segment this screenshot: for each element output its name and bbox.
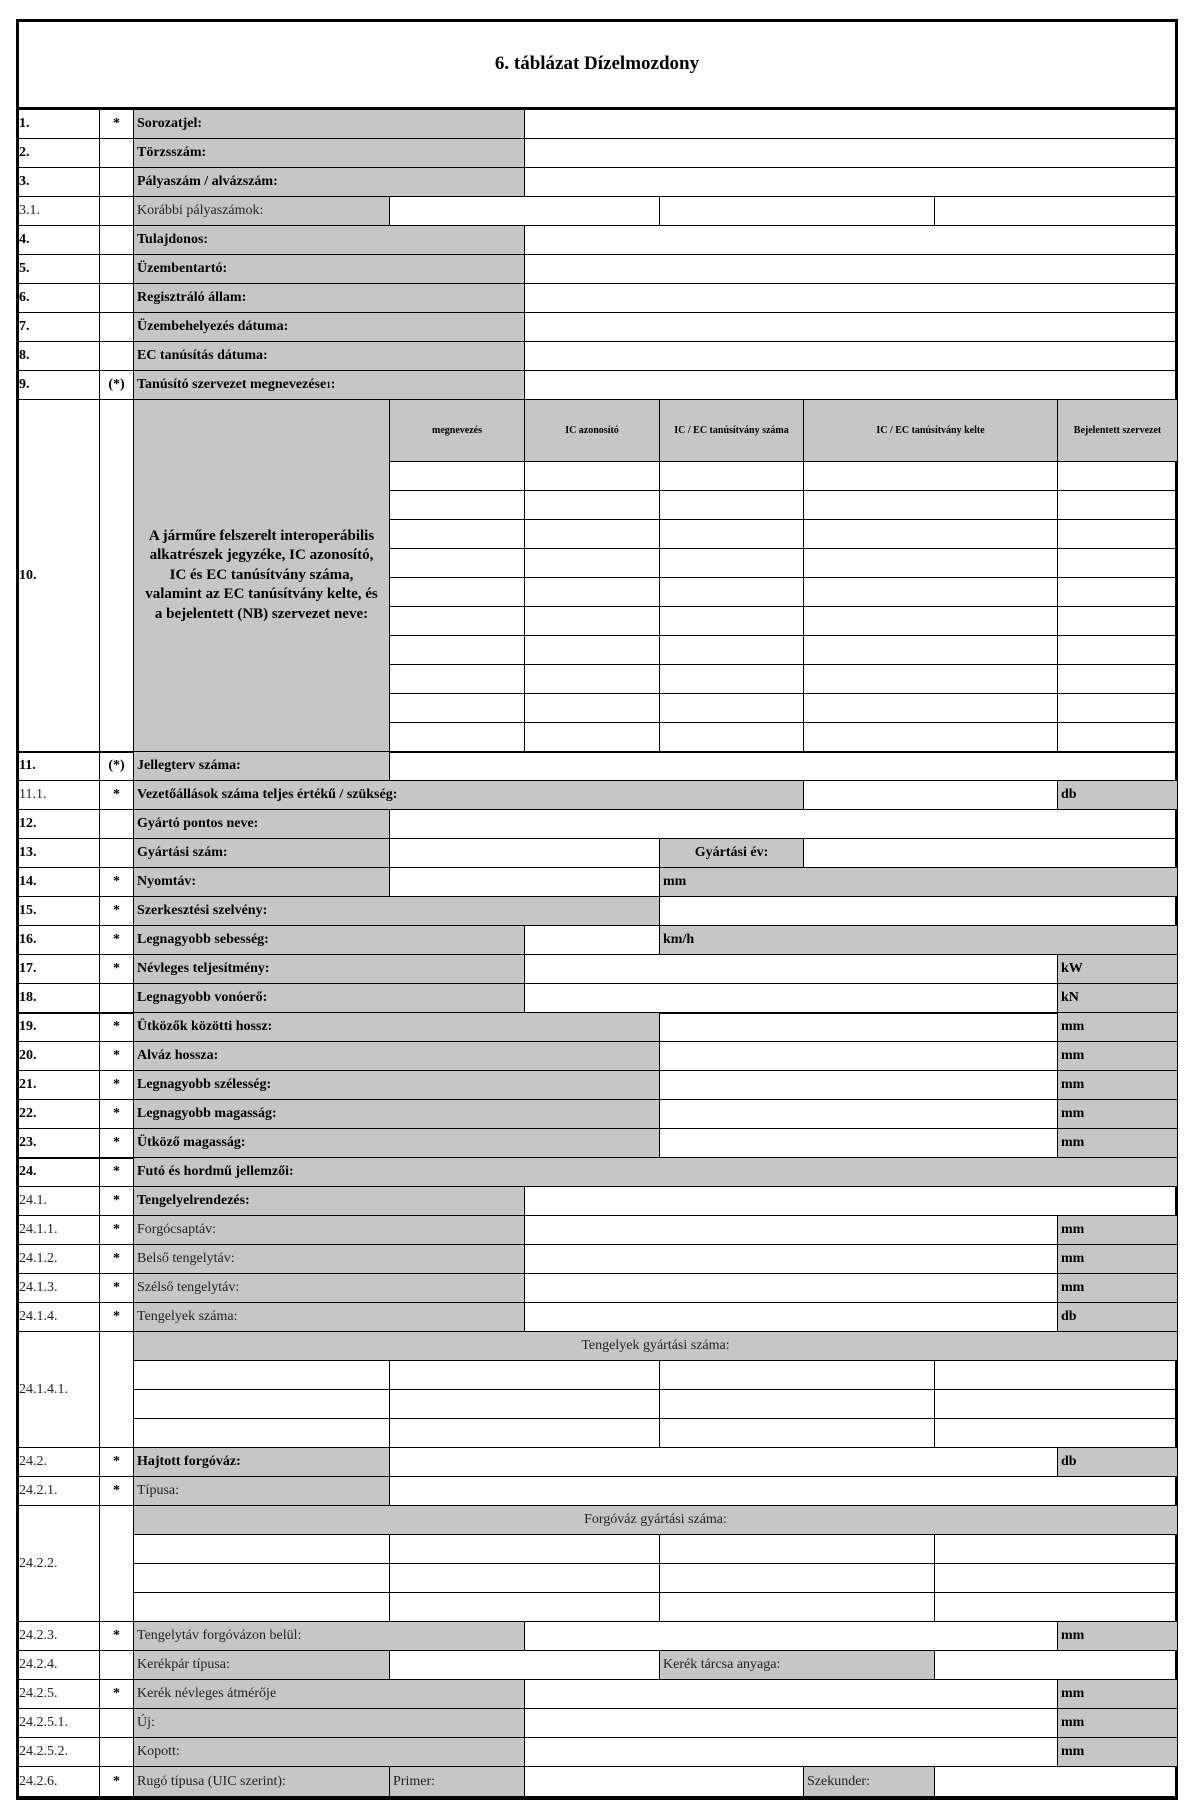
required-mark: * xyxy=(100,1622,134,1651)
row-number: 1. xyxy=(16,110,100,139)
input-field[interactable] xyxy=(390,197,660,226)
row-number: 15. xyxy=(16,897,100,926)
field-label: Rugó típusa (UIC szerint): xyxy=(134,1767,390,1797)
row-number: 24.1.1. xyxy=(16,1216,100,1245)
field-label: Üzembentartó: xyxy=(134,255,525,284)
required-mark xyxy=(100,313,134,342)
field-label: Gyártási szám: xyxy=(134,839,390,868)
axle-serial-input[interactable] xyxy=(660,1390,935,1419)
row-number: 24.2.5. xyxy=(16,1680,100,1709)
component-input[interactable] xyxy=(525,636,660,665)
field-label: Forgóváz gyártási száma: xyxy=(134,1506,1178,1535)
required-mark: * xyxy=(100,1042,134,1071)
unit-label: mm xyxy=(1058,1274,1178,1303)
input-field[interactable] xyxy=(660,1013,1058,1042)
unit-label: mm xyxy=(1058,1680,1178,1709)
field-label: Törzsszám: xyxy=(134,139,525,168)
input-field[interactable] xyxy=(525,984,1058,1013)
input-field[interactable] xyxy=(525,1680,1058,1709)
axle-serial-input[interactable] xyxy=(660,1419,935,1448)
field-label: Futó és hordmű jellemzői: xyxy=(134,1158,1178,1187)
input-field[interactable] xyxy=(525,926,660,955)
field-label: EC tanúsítás dátuma: xyxy=(134,342,525,371)
input-field[interactable] xyxy=(390,1448,1058,1477)
unit-label: mm xyxy=(1058,1042,1178,1071)
row-number: 5. xyxy=(16,255,100,284)
unit-label: mm xyxy=(1058,1100,1178,1129)
field-label: Szélső tengelytáv: xyxy=(134,1274,525,1303)
row-number: 24.2. xyxy=(16,1448,100,1477)
required-mark xyxy=(100,139,134,168)
component-input[interactable] xyxy=(390,665,525,694)
input-field[interactable] xyxy=(935,1651,1178,1680)
component-input[interactable] xyxy=(390,491,525,520)
bogie-serial-input[interactable] xyxy=(660,1535,935,1564)
input-field[interactable] xyxy=(525,1187,1178,1216)
input-field[interactable] xyxy=(390,810,1178,839)
unit-label: mm xyxy=(1058,1013,1178,1042)
input-field[interactable] xyxy=(525,313,1178,342)
field-label: Belső tengelytáv: xyxy=(134,1245,525,1274)
required-mark: * xyxy=(100,1477,134,1506)
required-mark xyxy=(100,1332,134,1448)
input-field[interactable] xyxy=(390,1477,1178,1506)
row-number: 16. xyxy=(16,926,100,955)
input-field[interactable] xyxy=(525,110,1178,139)
row-number: 9. xyxy=(16,371,100,400)
row-number: 6. xyxy=(16,284,100,313)
bogie-serial-input[interactable] xyxy=(660,1564,935,1593)
row-number: 17. xyxy=(16,955,100,984)
field-label: Gyártási év: xyxy=(660,839,804,868)
column-header: IC / EC tanúsítvány kelte xyxy=(804,400,1058,462)
input-field[interactable] xyxy=(804,781,1058,810)
component-input[interactable] xyxy=(390,607,525,636)
bogie-serial-input[interactable] xyxy=(134,1593,390,1622)
field-label: Primer: xyxy=(390,1767,525,1797)
component-input[interactable] xyxy=(804,723,1058,752)
unit-label: mm xyxy=(1058,1738,1178,1767)
field-label: Regisztráló állam: xyxy=(134,284,525,313)
row-number: 2. xyxy=(16,139,100,168)
unit-label: db xyxy=(1058,1303,1178,1332)
required-mark: * xyxy=(100,1680,134,1709)
field-label: Alváz hossza: xyxy=(134,1042,660,1071)
required-mark xyxy=(100,226,134,255)
unit-label: mm xyxy=(660,868,1178,897)
component-input[interactable] xyxy=(525,549,660,578)
required-mark: * xyxy=(100,955,134,984)
component-input[interactable] xyxy=(525,462,660,491)
required-mark: * xyxy=(100,1245,134,1274)
bogie-serial-input[interactable] xyxy=(134,1535,390,1564)
component-input[interactable] xyxy=(660,607,804,636)
required-mark: * xyxy=(100,897,134,926)
input-field[interactable] xyxy=(390,1651,660,1680)
required-mark xyxy=(100,1738,134,1767)
unit-label: mm xyxy=(1058,1216,1178,1245)
input-field[interactable] xyxy=(525,371,1178,400)
field-label: Tengelyek gyártási száma: xyxy=(134,1332,1178,1361)
axle-serial-input[interactable] xyxy=(660,1361,935,1390)
component-input[interactable] xyxy=(804,607,1058,636)
component-input[interactable] xyxy=(1058,607,1178,636)
component-input[interactable] xyxy=(804,578,1058,607)
row-number: 24.2.4. xyxy=(16,1651,100,1680)
component-input[interactable] xyxy=(804,520,1058,549)
component-input[interactable] xyxy=(525,665,660,694)
required-mark: * xyxy=(100,1274,134,1303)
required-mark: * xyxy=(100,1448,134,1477)
required-mark: * xyxy=(100,1303,134,1332)
bogie-serial-input[interactable] xyxy=(390,1564,660,1593)
component-input[interactable] xyxy=(660,578,804,607)
unit-label: mm xyxy=(1058,1071,1178,1100)
input-field[interactable] xyxy=(525,1216,1058,1245)
field-label xyxy=(134,371,525,400)
input-field[interactable] xyxy=(525,168,1178,197)
field-label: Szekunder: xyxy=(804,1767,935,1797)
field-label: Ütköző magasság: xyxy=(134,1129,660,1158)
input-field[interactable] xyxy=(525,342,1178,371)
component-input[interactable] xyxy=(660,462,804,491)
field-label: Legnagyobb magasság: xyxy=(134,1100,660,1129)
component-input[interactable] xyxy=(1058,665,1178,694)
component-input[interactable] xyxy=(525,723,660,752)
input-field[interactable] xyxy=(660,1071,1058,1100)
required-mark: * xyxy=(100,781,134,810)
field-label: Korábbi pályaszámok: xyxy=(134,197,390,226)
required-mark xyxy=(100,1506,134,1622)
row-number: 24.1.2. xyxy=(16,1245,100,1274)
component-input[interactable] xyxy=(390,578,525,607)
component-input[interactable] xyxy=(660,549,804,578)
unit-label: mm xyxy=(1058,1129,1178,1158)
field-label: Legnagyobb vonóerő: xyxy=(134,984,525,1013)
input-field[interactable] xyxy=(525,226,1178,255)
row-number: 8. xyxy=(16,342,100,371)
input-field[interactable] xyxy=(525,1738,1058,1767)
column-header: megnevezés xyxy=(390,400,525,462)
axle-serial-input[interactable] xyxy=(935,1361,1178,1390)
field-label: Ütközők közötti hossz: xyxy=(134,1013,660,1042)
field-label: Vezetőállások száma teljes értékű / szükség: xyxy=(134,781,804,810)
row-number: 24.1.4.1. xyxy=(16,1332,100,1448)
row-number: 14. xyxy=(16,868,100,897)
footnote-mark: 1 xyxy=(326,380,331,390)
row-number: 13. xyxy=(16,839,100,868)
input-field[interactable] xyxy=(935,197,1178,226)
component-input[interactable] xyxy=(660,491,804,520)
input-field[interactable] xyxy=(804,839,1178,868)
field-label: Üzembehelyezés dátuma: xyxy=(134,313,525,342)
component-input[interactable] xyxy=(1058,723,1178,752)
input-field[interactable] xyxy=(660,1042,1058,1071)
component-input[interactable] xyxy=(390,636,525,665)
required-mark xyxy=(100,984,134,1013)
input-field[interactable] xyxy=(525,1274,1058,1303)
component-input[interactable] xyxy=(525,578,660,607)
component-input[interactable] xyxy=(1058,462,1178,491)
input-field[interactable] xyxy=(525,1303,1058,1332)
field-label: Kopott: xyxy=(134,1738,525,1767)
column-header: IC / EC tanúsítvány száma xyxy=(660,400,804,462)
bogie-serial-input[interactable] xyxy=(935,1564,1178,1593)
row-number: 24.2.6. xyxy=(16,1767,100,1797)
component-input[interactable] xyxy=(525,607,660,636)
required-mark: (*) xyxy=(100,371,134,400)
required-mark xyxy=(100,400,134,752)
component-input[interactable] xyxy=(390,520,525,549)
row-number: 4. xyxy=(16,226,100,255)
component-input[interactable] xyxy=(390,723,525,752)
field-label: Új: xyxy=(134,1709,525,1738)
component-input[interactable] xyxy=(525,694,660,723)
field-label-text: Tanúsító szervezet megnevezése xyxy=(137,377,327,392)
field-label: Pályaszám / alvázszám: xyxy=(134,168,525,197)
field-label: Típusa: xyxy=(134,1477,390,1506)
component-input[interactable] xyxy=(1058,491,1178,520)
required-mark: (*) xyxy=(100,752,134,781)
row-number: 23. xyxy=(16,1129,100,1158)
component-input[interactable] xyxy=(660,723,804,752)
unit-label: kW xyxy=(1058,955,1178,984)
required-mark: * xyxy=(100,1187,134,1216)
row-number: 3.1. xyxy=(16,197,100,226)
component-input[interactable] xyxy=(660,636,804,665)
component-input[interactable] xyxy=(1058,636,1178,665)
component-input[interactable] xyxy=(390,462,525,491)
bogie-serial-input[interactable] xyxy=(660,1593,935,1622)
component-input[interactable] xyxy=(804,636,1058,665)
row-number: 12. xyxy=(16,810,100,839)
row-number: 11. xyxy=(16,752,100,781)
column-header: IC azonosító xyxy=(525,400,660,462)
bogie-serial-input[interactable] xyxy=(935,1593,1178,1622)
unit-label: kN xyxy=(1058,984,1178,1013)
required-mark: * xyxy=(100,1100,134,1129)
axle-serial-input[interactable] xyxy=(134,1419,390,1448)
required-mark xyxy=(100,810,134,839)
row-number: 24.2.5.1. xyxy=(16,1709,100,1738)
axle-serial-input[interactable] xyxy=(134,1361,390,1390)
field-label: Jellegterv száma: xyxy=(134,752,390,781)
row-number: 21. xyxy=(16,1071,100,1100)
input-field[interactable] xyxy=(660,1129,1058,1158)
component-input[interactable] xyxy=(1058,520,1178,549)
input-field[interactable] xyxy=(525,1622,1058,1651)
required-mark: * xyxy=(100,1767,134,1797)
field-label: Tulajdonos: xyxy=(134,226,525,255)
row-number: 10. xyxy=(16,400,100,752)
field-label: Tengelytáv forgóvázon belül: xyxy=(134,1622,525,1651)
field-label: Tengelyek száma: xyxy=(134,1303,525,1332)
required-mark: * xyxy=(100,110,134,139)
axle-serial-input[interactable] xyxy=(390,1390,660,1419)
field-label: Legnagyobb szélesség: xyxy=(134,1071,660,1100)
field-label: Forgócsaptáv: xyxy=(134,1216,525,1245)
component-input[interactable] xyxy=(525,520,660,549)
field-label: Szerkesztési szelvény: xyxy=(134,897,660,926)
component-input[interactable] xyxy=(660,694,804,723)
input-field[interactable] xyxy=(525,255,1178,284)
field-label: A járműre felszerelt interoperábilis alkatrészek jegyzéke, IC azonosító, IC és EC tanúsítvány száma, valamint az EC tanúsítvány kelte, és a bejelentett (NB) szervezet neve: xyxy=(134,400,390,752)
component-input[interactable] xyxy=(804,549,1058,578)
input-field[interactable] xyxy=(525,955,1058,984)
axle-serial-input[interactable] xyxy=(935,1419,1178,1448)
field-label: Tengelyelrendezés: xyxy=(134,1187,525,1216)
input-field[interactable] xyxy=(660,197,935,226)
table-title: 6. táblázat Dízelmozdony xyxy=(494,53,700,74)
column-header: Bejelentett szervezet xyxy=(1058,400,1178,462)
component-input[interactable] xyxy=(1058,694,1178,723)
field-label: Kerék tárcsa anyaga: xyxy=(660,1651,935,1680)
required-mark xyxy=(100,342,134,371)
row-number: 11.1. xyxy=(16,781,100,810)
required-mark: * xyxy=(100,1071,134,1100)
field-label: Kerékpár típusa: xyxy=(134,1651,390,1680)
input-field[interactable] xyxy=(390,839,660,868)
input-field[interactable] xyxy=(525,1709,1058,1738)
axle-serial-input[interactable] xyxy=(390,1419,660,1448)
unit-label: db xyxy=(1058,1448,1178,1477)
row-number: 19. xyxy=(16,1013,100,1042)
axle-serial-input[interactable] xyxy=(134,1390,390,1419)
required-mark xyxy=(100,284,134,313)
row-number: 24.2.5.2. xyxy=(16,1738,100,1767)
required-mark: * xyxy=(100,926,134,955)
axle-serial-input[interactable] xyxy=(935,1390,1178,1419)
input-field[interactable] xyxy=(525,139,1178,168)
row-number: 24.2.1. xyxy=(16,1477,100,1506)
unit-label: km/h xyxy=(660,926,1178,955)
required-mark xyxy=(100,839,134,868)
component-input[interactable] xyxy=(525,491,660,520)
bogie-serial-input[interactable] xyxy=(390,1593,660,1622)
row-number: 24.2.3. xyxy=(16,1622,100,1651)
row-number: 24.1. xyxy=(16,1187,100,1216)
bogie-serial-input[interactable] xyxy=(134,1564,390,1593)
required-mark xyxy=(100,197,134,226)
unit-label: mm xyxy=(1058,1709,1178,1738)
row-number: 20. xyxy=(16,1042,100,1071)
input-field[interactable] xyxy=(525,1767,804,1797)
unit-label: db xyxy=(1058,781,1178,810)
component-input[interactable] xyxy=(804,462,1058,491)
input-field[interactable] xyxy=(525,1245,1058,1274)
row-number: 7. xyxy=(16,313,100,342)
required-mark xyxy=(100,168,134,197)
input-field[interactable] xyxy=(390,868,660,897)
field-label: Névleges teljesítmény: xyxy=(134,955,525,984)
unit-label: mm xyxy=(1058,1622,1178,1651)
field-label: Sorozatjel: xyxy=(134,110,525,139)
component-input[interactable] xyxy=(1058,578,1178,607)
component-input[interactable] xyxy=(804,665,1058,694)
row-number: 24.1.3. xyxy=(16,1274,100,1303)
bogie-serial-input[interactable] xyxy=(390,1535,660,1564)
input-field[interactable] xyxy=(660,1100,1058,1129)
bogie-serial-input[interactable] xyxy=(935,1535,1178,1564)
field-label: Gyártó pontos neve: xyxy=(134,810,390,839)
component-input[interactable] xyxy=(660,665,804,694)
required-mark xyxy=(100,1651,134,1680)
row-number: 22. xyxy=(16,1100,100,1129)
field-label: Legnagyobb sebesség: xyxy=(134,926,525,955)
row-number: 24.2.2. xyxy=(16,1506,100,1622)
required-mark: * xyxy=(100,1013,134,1042)
component-input[interactable] xyxy=(804,491,1058,520)
colon: : xyxy=(330,377,336,392)
component-input[interactable] xyxy=(1058,549,1178,578)
required-mark: * xyxy=(100,868,134,897)
required-mark: * xyxy=(100,1158,134,1187)
input-field[interactable] xyxy=(390,752,1178,781)
component-input[interactable] xyxy=(390,549,525,578)
row-number: 24.1.4. xyxy=(16,1303,100,1332)
required-mark xyxy=(100,1709,134,1738)
component-input[interactable] xyxy=(390,694,525,723)
input-field[interactable] xyxy=(935,1767,1178,1797)
input-field[interactable] xyxy=(660,897,1178,926)
required-mark: * xyxy=(100,1129,134,1158)
axle-serial-input[interactable] xyxy=(390,1361,660,1390)
field-label: Hajtott forgóváz: xyxy=(134,1448,390,1477)
row-number: 18. xyxy=(16,984,100,1013)
required-mark xyxy=(100,255,134,284)
component-input[interactable] xyxy=(660,520,804,549)
row-number: 3. xyxy=(16,168,100,197)
row-number: 24. xyxy=(16,1158,100,1187)
unit-label: mm xyxy=(1058,1245,1178,1274)
input-field[interactable] xyxy=(525,284,1178,313)
field-label: Nyomtáv: xyxy=(134,868,390,897)
component-input[interactable] xyxy=(804,694,1058,723)
required-mark: * xyxy=(100,1216,134,1245)
field-label: Kerék névleges átmérője xyxy=(134,1680,525,1709)
